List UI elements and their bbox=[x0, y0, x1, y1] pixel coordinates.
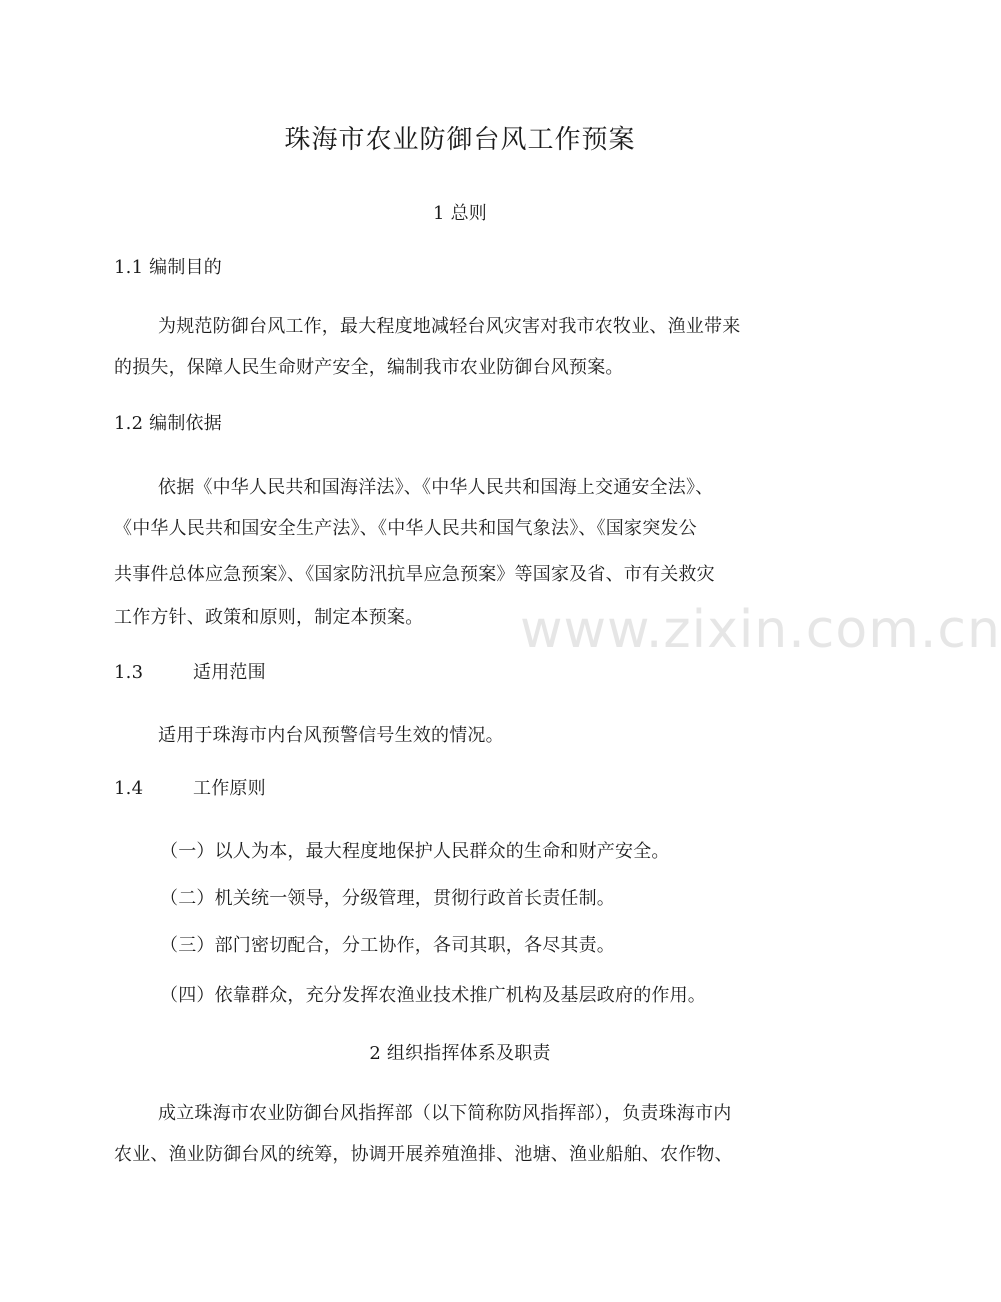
section-1-4-heading: 工作原则 bbox=[193, 778, 266, 799]
section-1-2-paragraph-line-3: 共事件总体应急预案》、《国家防汛抗旱应急预案》等国家及省、市有关救灾 bbox=[114, 564, 715, 585]
section-2-heading: 2 组织指挥体系及职责 bbox=[369, 1043, 551, 1064]
section-1-1-paragraph-line-2: 的损失，保障人民生命财产安全，编制我市农业防御台风预案。 bbox=[114, 357, 624, 378]
section-1-2-paragraph-line-2: 《中华人民共和国安全生产法》、《中华人民共和国气象法》、《国家突发公 bbox=[114, 518, 697, 539]
section-2-paragraph-line-1: 成立珠海市农业防御台风指挥部（以下简称防风指挥部），负责珠海市内 bbox=[158, 1103, 732, 1124]
principle-item-4: （四）依靠群众，充分发挥农渔业技术推广机构及基层政府的作用。 bbox=[160, 985, 706, 1006]
section-1-2-heading: 1.2 编制依据 bbox=[114, 413, 222, 434]
site-watermark: www.zixin.com.cn bbox=[520, 600, 1001, 660]
section-1-3-heading: 适用范围 bbox=[193, 662, 266, 683]
section-1-1-paragraph-line-1: 为规范防御台风工作，最大程度地减轻台风灾害对我市农牧业、渔业带来 bbox=[158, 316, 741, 337]
section-1-2-paragraph-line-4: 工作方针、政策和原则，制定本预案。 bbox=[114, 607, 424, 628]
principle-item-1: （一）以人为本，最大程度地保护人民群众的生命和财产安全。 bbox=[160, 841, 670, 862]
section-1-1-heading: 1.1 编制目的 bbox=[114, 257, 222, 278]
principle-item-3: （三）部门密切配合，分工协作，各司其职，各尽其责。 bbox=[160, 935, 615, 956]
principle-item-2: （二）机关统一领导，分级管理，贯彻行政首长责任制。 bbox=[160, 888, 615, 909]
section-2-paragraph-line-2: 农业、渔业防御台风的统筹，协调开展养殖渔排、池塘、渔业船舶、农作物、 bbox=[114, 1144, 733, 1165]
section-1-3-number: 1.3 bbox=[114, 662, 144, 683]
document-title: 珠海市农业防御台风工作预案 bbox=[284, 125, 636, 155]
section-1-3-paragraph: 适用于珠海市内台风预警信号生效的情况。 bbox=[158, 725, 504, 746]
section-1-2-paragraph-line-1: 依据《中华人民共和国海洋法》、《中华人民共和国海上交通安全法》、 bbox=[158, 477, 714, 498]
section-1-4-number: 1.4 bbox=[114, 778, 144, 799]
section-1-heading: 1 总则 bbox=[433, 203, 487, 224]
